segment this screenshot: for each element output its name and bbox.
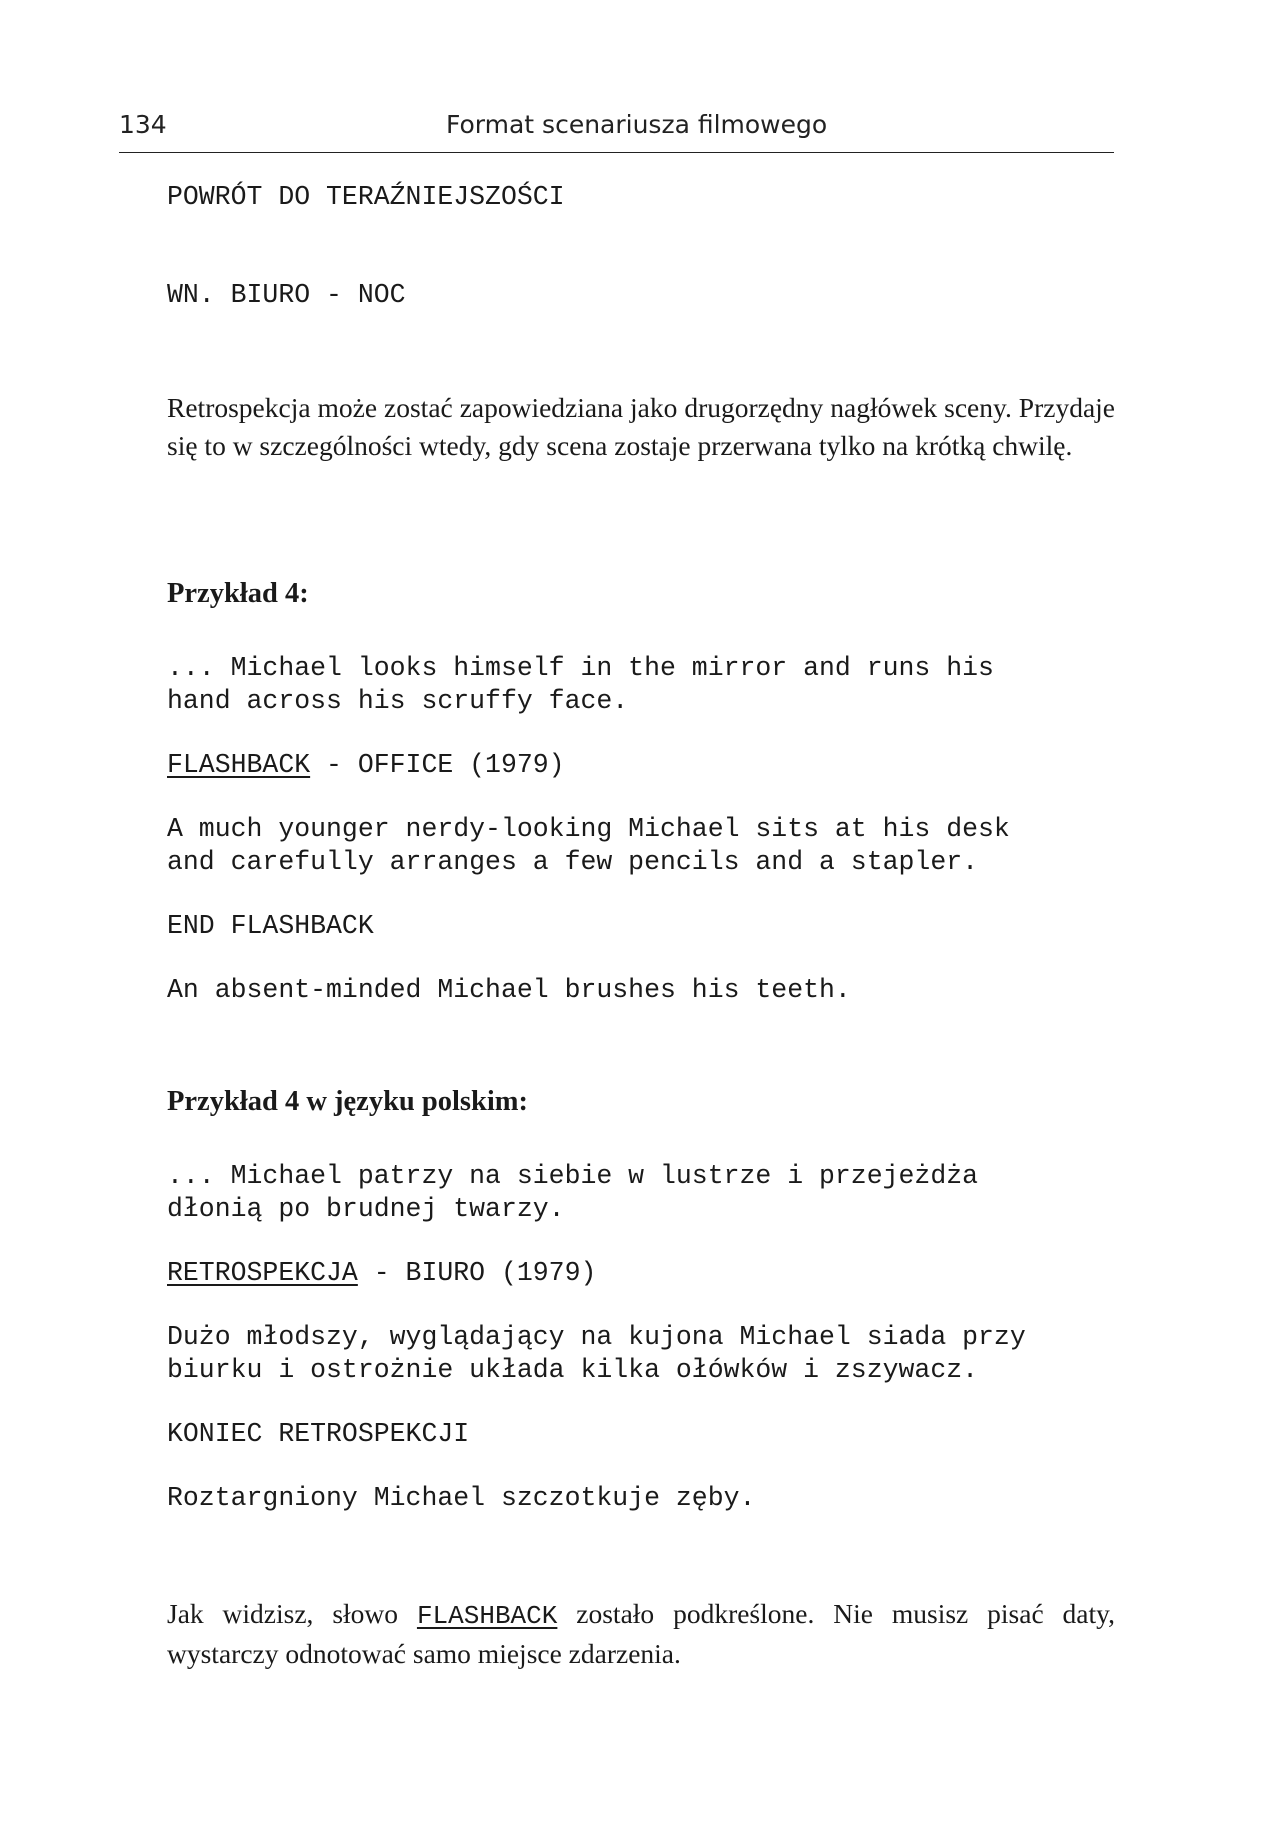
example-heading: Przykład 4 w języku polskim:	[167, 1086, 529, 1117]
script-action-line: hand across his scruffy face.	[167, 686, 629, 716]
flashback-location: - OFFICE (1979)	[310, 750, 565, 780]
body-paragraph	[167, 1595, 1115, 1673]
running-title: Format scenariusza filmowego	[446, 110, 828, 139]
flashback-location: - BIURO (1979)	[357, 1258, 597, 1288]
script-action-line: biurku i ostrożnie układa kilka ołówków i zszywacz.	[167, 1355, 979, 1385]
page-number: 134	[119, 110, 167, 139]
script-flashback-heading	[167, 749, 565, 782]
inline-code-flashback: FLASHBACK	[416, 1601, 558, 1631]
script-action-line: A much younger nerdy-looking Michael sits at his desk	[167, 814, 1010, 844]
script-action-line: and carefully arranges a few pencils and a stapler.	[167, 847, 979, 877]
body-paragraph: Retrospekcja może zostać zapowiedziana jako drugorzędny nagłówek sceny. Przydaje się to w szczególności wtedy, gdy scena zostaje przerwana tylko na krótką chwilę.	[167, 392, 1115, 461]
flashback-label: RETROSPEKCJA	[167, 1258, 358, 1288]
script-end-flashback: KONIEC RETROSPEKCJI	[167, 1419, 470, 1449]
script-action-line: An absent-minded Michael brushes his teeth.	[167, 975, 851, 1005]
script-action-line: dłonią po brudnej twarzy.	[167, 1194, 565, 1224]
script-action-line: Dużo młodszy, wyglądający na kujona Michael siada przy	[167, 1322, 1026, 1352]
script-transition: POWRÓT DO TERAŹNIEJSZOŚCI	[167, 182, 565, 212]
paragraph-text: Jak widzisz, słowo	[167, 1598, 417, 1629]
script-action-line: Roztargniony Michael szczotkuje zęby.	[167, 1483, 756, 1513]
script-scene-heading: WN. BIURO - NOC	[167, 280, 406, 310]
example-heading: Przykład 4:	[167, 578, 309, 609]
running-head	[119, 108, 1114, 153]
script-flashback-heading	[167, 1257, 596, 1290]
script-end-flashback: END FLASHBACK	[167, 911, 374, 941]
flashback-label: FLASHBACK	[167, 750, 311, 780]
paragraph-text: zostało podkreślone. Nie musisz pisać daty, wystarczy odnotować samo miejsce zdarzenia.	[167, 1598, 1115, 1669]
script-action-line: ... Michael looks himself in the mirror and runs his	[167, 653, 994, 683]
script-action-line: ... Michael patrzy na siebie w lustrze i przejeżdża	[167, 1161, 979, 1191]
